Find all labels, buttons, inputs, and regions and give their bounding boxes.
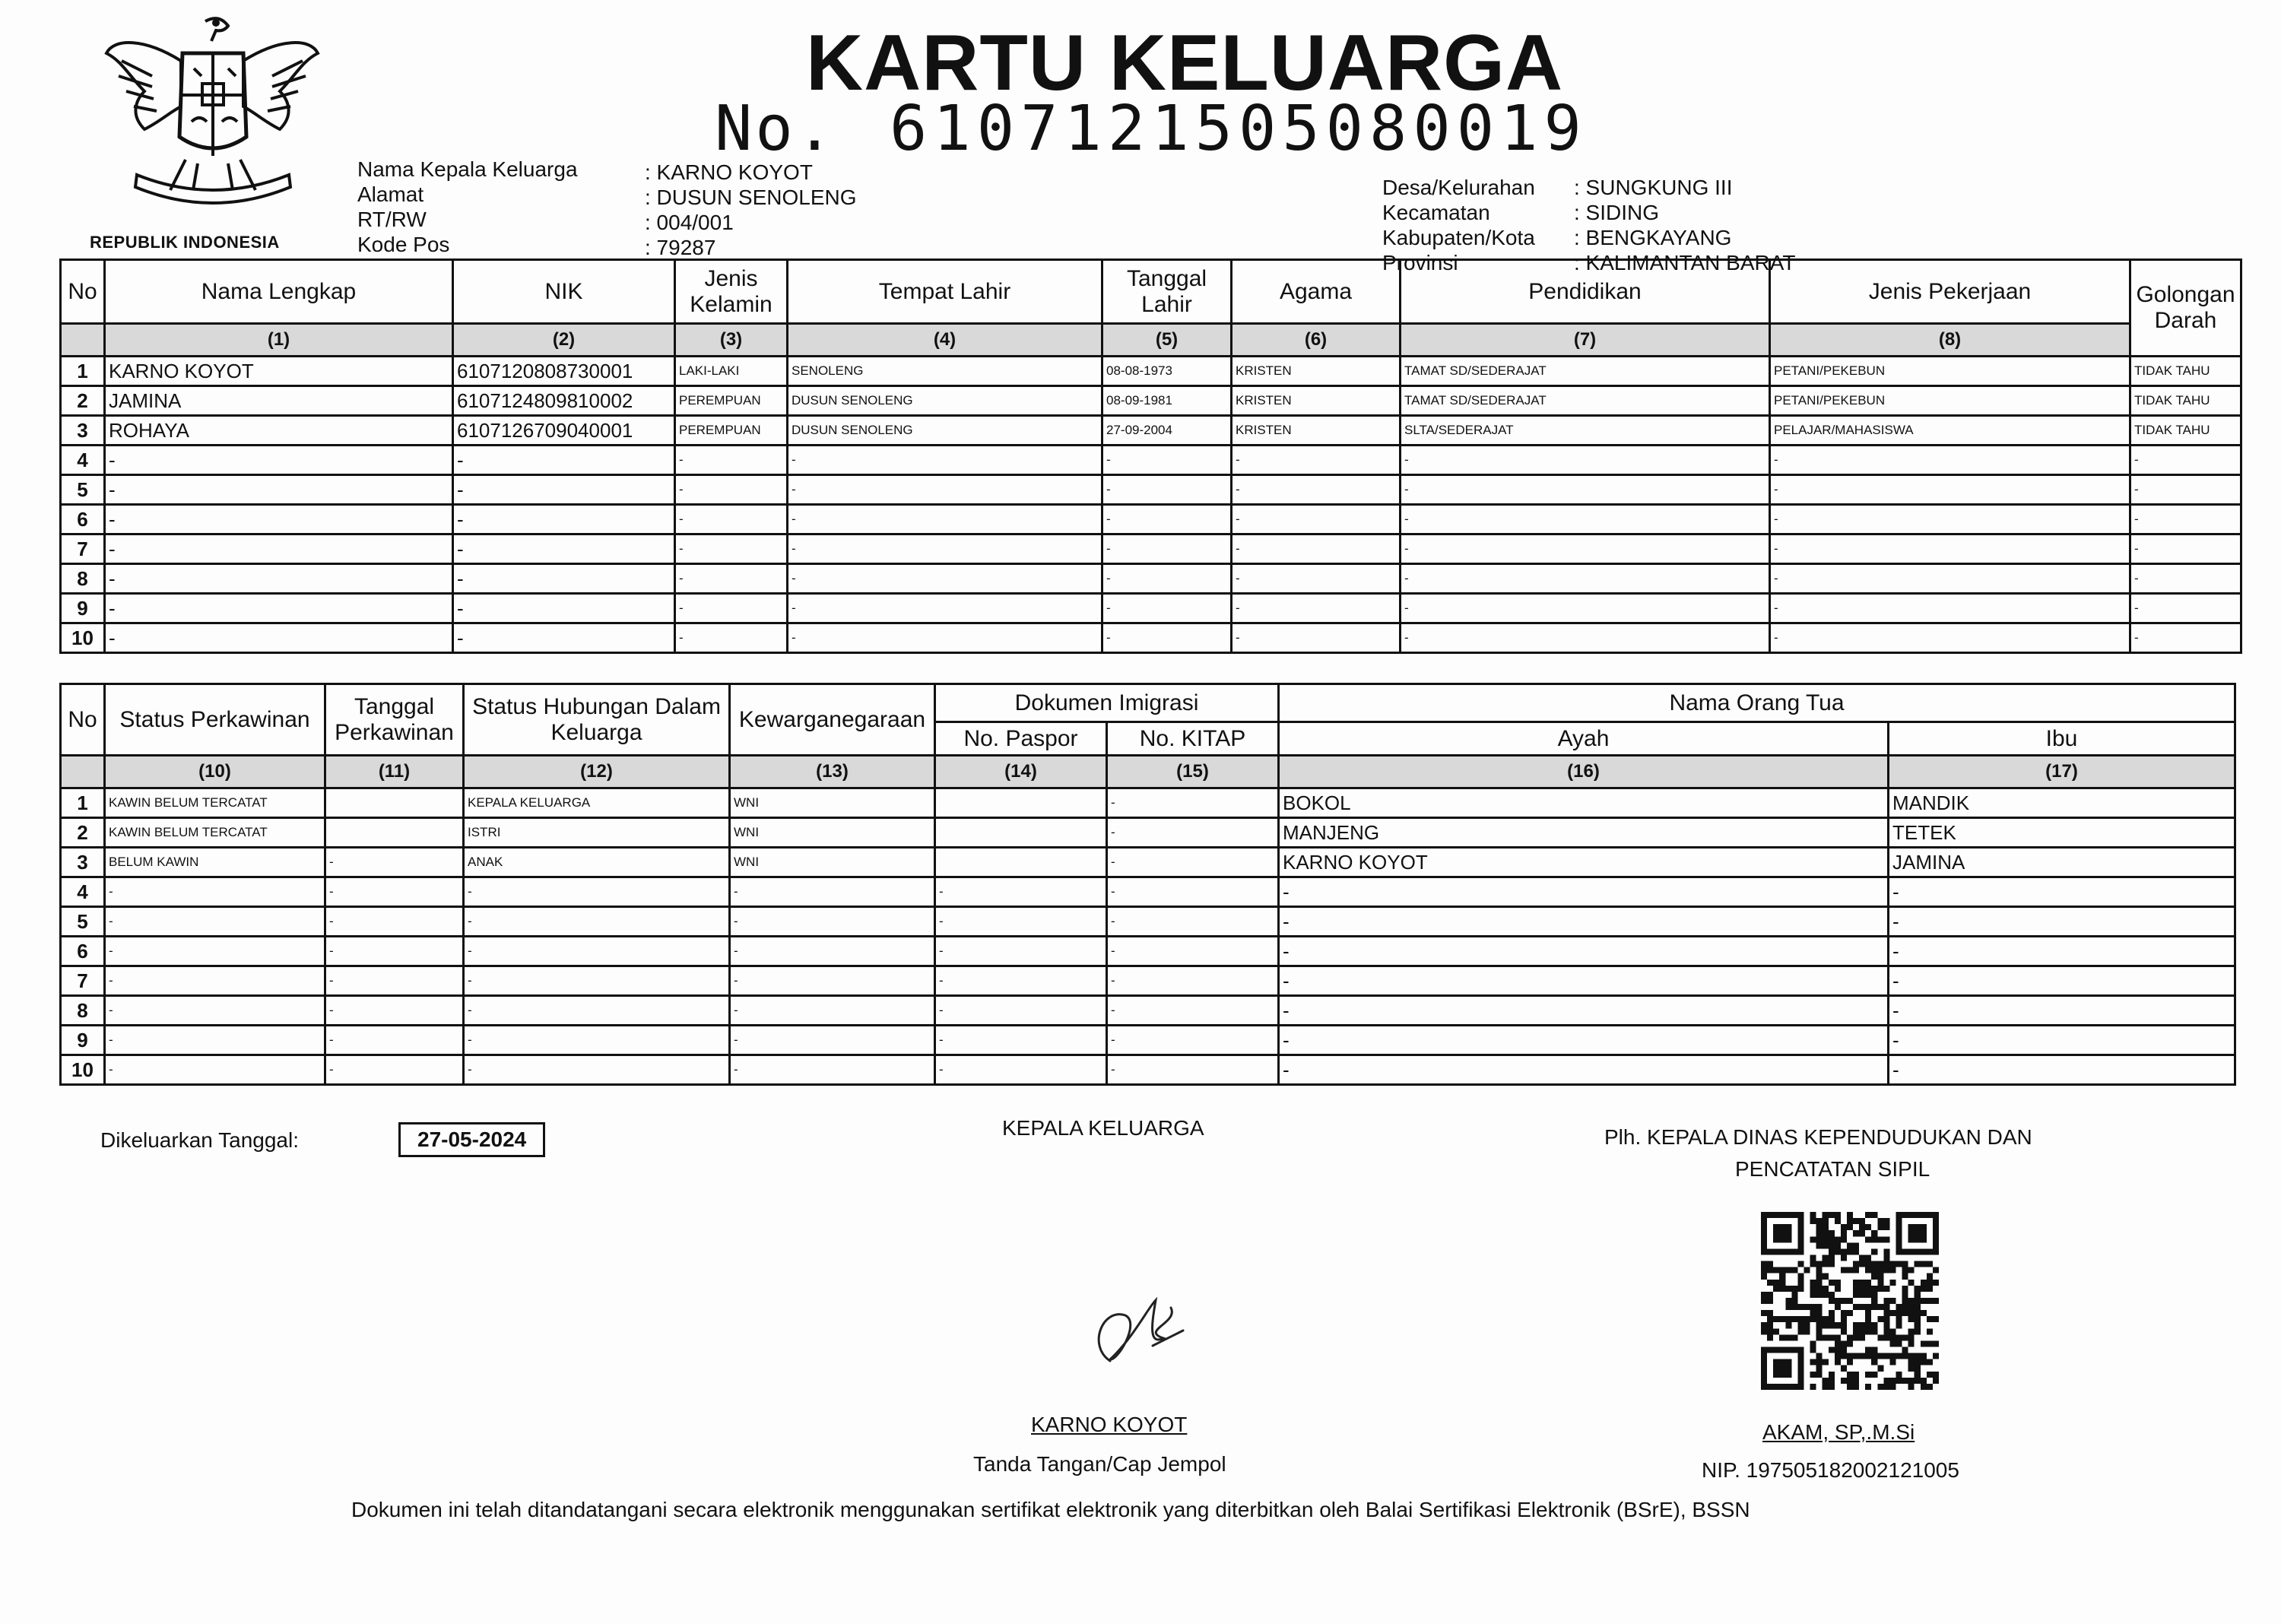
row-number: 5 bbox=[61, 475, 105, 505]
table-cell: - bbox=[1232, 475, 1401, 505]
signature-icon bbox=[1080, 1277, 1194, 1376]
column-number: (17) bbox=[1889, 756, 2235, 788]
table-cell: MANDIK bbox=[1889, 788, 2235, 818]
table-row bbox=[61, 416, 2241, 446]
row-number: 7 bbox=[61, 966, 105, 996]
table-cell: - bbox=[1279, 907, 1889, 937]
table-cell: - bbox=[453, 534, 675, 564]
row-number: 10 bbox=[61, 1055, 105, 1085]
table-cell: JAMINA bbox=[105, 386, 453, 416]
label-nama-kepala: Nama Kepala Keluarga bbox=[357, 157, 578, 181]
table-cell: - bbox=[1770, 446, 2130, 475]
table-cell: - bbox=[464, 877, 730, 907]
head-of-family-name: KARNO KOYOT bbox=[1031, 1413, 1188, 1436]
head-of-family-label: KEPALA KELUARGA bbox=[1002, 1116, 1204, 1140]
column-number: (8) bbox=[1770, 324, 2130, 357]
table-cell: - bbox=[1107, 877, 1279, 907]
official-title-line1: Plh. KEPALA DINAS KEPENDUDUKAN DAN bbox=[1604, 1125, 2032, 1149]
table-cell: - bbox=[1770, 505, 2130, 534]
table-cell: - bbox=[464, 1055, 730, 1085]
table-row bbox=[61, 818, 2235, 848]
garuda-emblem-icon bbox=[91, 8, 327, 213]
table-cell: - bbox=[1401, 623, 1770, 653]
value-nama-kepala: : KARNO KOYOT bbox=[645, 160, 813, 184]
table-cell: - bbox=[1889, 907, 2235, 937]
table-cell: - bbox=[788, 534, 1102, 564]
table-cell: WNI bbox=[730, 788, 935, 818]
table-cell: - bbox=[105, 1055, 325, 1085]
table-cell: - bbox=[105, 594, 453, 623]
table-cell: - bbox=[1102, 534, 1232, 564]
table-cell: - bbox=[1279, 937, 1889, 966]
header-nik: NIK bbox=[453, 260, 675, 324]
table-cell bbox=[325, 788, 464, 818]
family-info-values bbox=[645, 160, 857, 260]
table-cell: - bbox=[464, 996, 730, 1026]
header-num-blank bbox=[61, 324, 105, 357]
status-table bbox=[59, 683, 2236, 1086]
column-number: (16) bbox=[1279, 756, 1889, 788]
table-cell: LAKI-LAKI bbox=[675, 357, 788, 386]
table-cell: - bbox=[325, 966, 464, 996]
table-cell: - bbox=[1889, 877, 2235, 907]
table-cell: - bbox=[675, 623, 788, 653]
table-cell: - bbox=[1770, 534, 2130, 564]
column-number: (11) bbox=[325, 756, 464, 788]
table-cell: - bbox=[453, 564, 675, 594]
column-number: (7) bbox=[1401, 324, 1770, 357]
row-number: 7 bbox=[61, 534, 105, 564]
table-cell: - bbox=[675, 594, 788, 623]
header-num-blank bbox=[61, 756, 105, 788]
header-tempat-lahir: Tempat Lahir bbox=[788, 260, 1102, 324]
header-no: No bbox=[61, 260, 105, 324]
table-cell: - bbox=[935, 907, 1107, 937]
table-cell: - bbox=[935, 937, 1107, 966]
table-cell: WNI bbox=[730, 848, 935, 877]
table-cell bbox=[935, 848, 1107, 877]
value-kabupaten: : BENGKAYANG bbox=[1574, 226, 1732, 249]
table-row bbox=[61, 475, 2241, 505]
row-number: 1 bbox=[61, 788, 105, 818]
table-cell: KRISTEN bbox=[1232, 386, 1401, 416]
label-kodepos: Kode Pos bbox=[357, 233, 450, 256]
table-cell: SLTA/SEDERAJAT bbox=[1401, 416, 1770, 446]
table-cell bbox=[935, 818, 1107, 848]
column-number: (1) bbox=[105, 324, 453, 357]
table-cell: 08-09-1981 bbox=[1102, 386, 1232, 416]
members-table bbox=[59, 259, 2242, 654]
label-alamat: Alamat bbox=[357, 182, 424, 206]
value-kodepos: : 79287 bbox=[645, 236, 716, 259]
table-cell: - bbox=[788, 446, 1102, 475]
table-cell: KAWIN BELUM TERCATAT bbox=[105, 818, 325, 848]
table-cell: - bbox=[788, 564, 1102, 594]
official-title-line2: PENCATATAN SIPIL bbox=[1735, 1157, 1930, 1181]
table-cell: - bbox=[1232, 446, 1401, 475]
table-cell: - bbox=[1232, 594, 1401, 623]
table-cell: DUSUN SENOLENG bbox=[788, 386, 1102, 416]
table-cell: - bbox=[935, 996, 1107, 1026]
table-cell: - bbox=[1279, 966, 1889, 996]
header-no-paspor: No. Paspor bbox=[935, 722, 1107, 756]
table-cell: - bbox=[730, 877, 935, 907]
table-cell: - bbox=[464, 1026, 730, 1055]
table-cell: - bbox=[788, 594, 1102, 623]
header-tanggal-lahir: Tanggal Lahir bbox=[1102, 260, 1232, 324]
table-cell: - bbox=[1232, 534, 1401, 564]
table-cell: - bbox=[1889, 1026, 2235, 1055]
label-desa: Desa/Kelurahan bbox=[1382, 176, 1535, 199]
column-number: (3) bbox=[675, 324, 788, 357]
table-cell: - bbox=[1102, 594, 1232, 623]
table-cell: - bbox=[453, 446, 675, 475]
table-cell: - bbox=[935, 877, 1107, 907]
table-cell: - bbox=[325, 1026, 464, 1055]
table-cell: - bbox=[935, 1055, 1107, 1085]
table-row bbox=[61, 966, 2235, 996]
row-number: 1 bbox=[61, 357, 105, 386]
table-cell: PETANI/PEKEBUN bbox=[1770, 357, 2130, 386]
column-number: (10) bbox=[105, 756, 325, 788]
table-cell: 27-09-2004 bbox=[1102, 416, 1232, 446]
header-status-hubungan: Status Hubungan Dalam Keluarga bbox=[464, 684, 730, 756]
header-nama-orang-tua: Nama Orang Tua bbox=[1279, 684, 2235, 722]
header-no: No bbox=[61, 684, 105, 756]
table-cell: - bbox=[1232, 623, 1401, 653]
signature-note: Tanda Tangan/Cap Jempol bbox=[973, 1452, 1226, 1476]
table-cell: - bbox=[1401, 505, 1770, 534]
table-cell: PELAJAR/MAHASISWA bbox=[1770, 416, 2130, 446]
table-cell: - bbox=[1107, 818, 1279, 848]
table-cell: DUSUN SENOLENG bbox=[788, 416, 1102, 446]
table-cell: - bbox=[1401, 594, 1770, 623]
table-cell bbox=[325, 818, 464, 848]
table-cell: - bbox=[1889, 996, 2235, 1026]
table-cell: 6107120808730001 bbox=[453, 357, 675, 386]
table-cell: - bbox=[730, 1026, 935, 1055]
table-cell: TETEK bbox=[1889, 818, 2235, 848]
table-cell: TAMAT SD/SEDERAJAT bbox=[1401, 386, 1770, 416]
table-cell: - bbox=[730, 907, 935, 937]
table-cell: - bbox=[1889, 966, 2235, 996]
table-cell: TAMAT SD/SEDERAJAT bbox=[1401, 357, 1770, 386]
table-row bbox=[61, 386, 2241, 416]
table-cell: - bbox=[1102, 505, 1232, 534]
table-cell: - bbox=[1401, 475, 1770, 505]
table-cell: - bbox=[1102, 623, 1232, 653]
table-cell: - bbox=[675, 534, 788, 564]
table-cell: - bbox=[105, 475, 453, 505]
row-number: 4 bbox=[61, 446, 105, 475]
table-cell: - bbox=[105, 623, 453, 653]
table-cell: - bbox=[105, 877, 325, 907]
table-cell: TIDAK TAHU bbox=[2130, 357, 2241, 386]
header-nama-lengkap: Nama Lengkap bbox=[105, 260, 453, 324]
table-cell: KARNO KOYOT bbox=[1279, 848, 1889, 877]
row-number: 4 bbox=[61, 877, 105, 907]
table-cell: - bbox=[453, 505, 675, 534]
table-row bbox=[61, 1026, 2235, 1055]
table-cell: - bbox=[675, 505, 788, 534]
column-number: (5) bbox=[1102, 324, 1232, 357]
table-cell: ANAK bbox=[464, 848, 730, 877]
number-label: No. bbox=[715, 93, 837, 165]
table-cell: - bbox=[453, 594, 675, 623]
table-cell: - bbox=[2130, 534, 2241, 564]
country-label: REPUBLIK INDONESIA bbox=[90, 233, 280, 252]
table-cell: - bbox=[2130, 475, 2241, 505]
table-cell: - bbox=[1889, 1055, 2235, 1085]
label-provinsi: Provinsi bbox=[1382, 251, 1458, 274]
column-number: (12) bbox=[464, 756, 730, 788]
table-cell: - bbox=[1770, 564, 2130, 594]
table-row bbox=[61, 446, 2241, 475]
table-cell: - bbox=[675, 564, 788, 594]
row-number: 8 bbox=[61, 996, 105, 1026]
header-jenis-kelamin: Jenis Kelamin bbox=[675, 260, 788, 324]
table-cell: - bbox=[1401, 564, 1770, 594]
table-cell: - bbox=[105, 996, 325, 1026]
value-kecamatan: : SIDING bbox=[1574, 201, 1660, 224]
column-number: (4) bbox=[788, 324, 1102, 357]
table-cell: - bbox=[105, 505, 453, 534]
table-cell: JAMINA bbox=[1889, 848, 2235, 877]
table-cell: - bbox=[1279, 1026, 1889, 1055]
table-row bbox=[61, 996, 2235, 1026]
table-cell: - bbox=[1770, 594, 2130, 623]
table-cell: - bbox=[788, 623, 1102, 653]
table-cell: - bbox=[1102, 564, 1232, 594]
row-number: 9 bbox=[61, 594, 105, 623]
row-number: 6 bbox=[61, 937, 105, 966]
table-cell: - bbox=[935, 966, 1107, 996]
table-cell: ISTRI bbox=[464, 818, 730, 848]
table-cell: BELUM KAWIN bbox=[105, 848, 325, 877]
value-rtrw: : 004/001 bbox=[645, 211, 734, 234]
table-cell: WNI bbox=[730, 818, 935, 848]
table-cell: 6107126709040001 bbox=[453, 416, 675, 446]
table-row bbox=[61, 848, 2235, 877]
row-number: 3 bbox=[61, 848, 105, 877]
header-ibu: Ibu bbox=[1889, 722, 2235, 756]
issued-date-value: 27-05-2024 bbox=[398, 1122, 545, 1157]
table-cell: - bbox=[2130, 594, 2241, 623]
row-number: 6 bbox=[61, 505, 105, 534]
column-number: (15) bbox=[1107, 756, 1279, 788]
table-cell: - bbox=[325, 907, 464, 937]
header-tanggal-perkawinan: Tanggal Perkawinan bbox=[325, 684, 464, 756]
table-cell: - bbox=[105, 937, 325, 966]
table-cell: - bbox=[464, 966, 730, 996]
table-row bbox=[61, 907, 2235, 937]
header-jenis-pekerjaan: Jenis Pekerjaan bbox=[1770, 260, 2130, 324]
table-cell: ROHAYA bbox=[105, 416, 453, 446]
table-cell: - bbox=[935, 1026, 1107, 1055]
table-cell: - bbox=[464, 937, 730, 966]
table-cell: - bbox=[1770, 623, 2130, 653]
table-cell: PEREMPUAN bbox=[675, 416, 788, 446]
table-cell: - bbox=[2130, 446, 2241, 475]
table-cell: MANJENG bbox=[1279, 818, 1889, 848]
table-cell: - bbox=[1279, 1055, 1889, 1085]
table-cell: - bbox=[1232, 505, 1401, 534]
value-provinsi: : KALIMANTAN BARAT bbox=[1574, 251, 1796, 274]
table-cell: - bbox=[105, 534, 453, 564]
family-card-number: 6107121505080019 bbox=[890, 93, 1588, 165]
table-cell: - bbox=[1107, 937, 1279, 966]
table-cell: KARNO KOYOT bbox=[105, 357, 453, 386]
table-cell: - bbox=[1889, 937, 2235, 966]
table-cell: - bbox=[2130, 623, 2241, 653]
table-cell: - bbox=[105, 966, 325, 996]
official-nip: NIP. 197505182002121005 bbox=[1702, 1458, 1959, 1482]
members-table-body bbox=[61, 357, 2241, 653]
header-no-kitap: No. KITAP bbox=[1107, 722, 1279, 756]
label-kecamatan: Kecamatan bbox=[1382, 201, 1490, 224]
family-info-labels bbox=[357, 157, 578, 257]
table-row bbox=[61, 564, 2241, 594]
row-number: 5 bbox=[61, 907, 105, 937]
row-number: 2 bbox=[61, 818, 105, 848]
table-cell: - bbox=[105, 1026, 325, 1055]
table-row bbox=[61, 937, 2235, 966]
document-title: KARTU KELUARGA bbox=[806, 19, 1564, 107]
row-number: 8 bbox=[61, 564, 105, 594]
table-cell: - bbox=[1107, 1026, 1279, 1055]
table-cell: - bbox=[675, 446, 788, 475]
row-number: 9 bbox=[61, 1026, 105, 1055]
table-cell: BOKOL bbox=[1279, 788, 1889, 818]
table-cell: 6107124809810002 bbox=[453, 386, 675, 416]
table-cell: KEPALA KELUARGA bbox=[464, 788, 730, 818]
table-cell: - bbox=[730, 996, 935, 1026]
table-cell: - bbox=[1107, 1055, 1279, 1085]
table-cell: - bbox=[105, 907, 325, 937]
table-cell: - bbox=[1107, 966, 1279, 996]
table-cell: KRISTEN bbox=[1232, 416, 1401, 446]
row-number: 2 bbox=[61, 386, 105, 416]
table-cell: - bbox=[105, 564, 453, 594]
label-rtrw: RT/RW bbox=[357, 208, 427, 231]
row-number: 3 bbox=[61, 416, 105, 446]
table-cell: PEREMPUAN bbox=[675, 386, 788, 416]
table-cell: - bbox=[325, 996, 464, 1026]
label-kabupaten: Kabupaten/Kota bbox=[1382, 226, 1535, 249]
table-row bbox=[61, 788, 2235, 818]
table-cell: - bbox=[464, 907, 730, 937]
table-cell: - bbox=[325, 1055, 464, 1085]
official-name: AKAM, SP,.M.Si bbox=[1762, 1420, 1915, 1444]
table-cell bbox=[935, 788, 1107, 818]
table-cell: - bbox=[453, 623, 675, 653]
table-row bbox=[61, 1055, 2235, 1085]
table-cell: - bbox=[1232, 564, 1401, 594]
table-cell: PETANI/PEKEBUN bbox=[1770, 386, 2130, 416]
header-golongan-darah: Golongan Darah bbox=[2130, 260, 2241, 357]
table-cell: - bbox=[325, 877, 464, 907]
issued-date-label: Dikeluarkan Tanggal: bbox=[100, 1128, 299, 1152]
table-cell: - bbox=[105, 446, 453, 475]
electronic-signature-note: Dokumen ini telah ditandatangani secara elektronik menggunakan sertifikat elektronik yang diterbitkan oleh Balai Sertifikasi Elektronik (BSrE), BSSN bbox=[351, 1498, 1750, 1521]
header-pendidikan: Pendidikan bbox=[1401, 260, 1770, 324]
table-cell: - bbox=[2130, 564, 2241, 594]
table-cell: SENOLENG bbox=[788, 357, 1102, 386]
table-cell: - bbox=[675, 475, 788, 505]
table-cell: TIDAK TAHU bbox=[2130, 386, 2241, 416]
table-row bbox=[61, 357, 2241, 386]
value-desa: : SUNGKUNG III bbox=[1574, 176, 1733, 199]
table-cell: - bbox=[788, 475, 1102, 505]
table-cell: - bbox=[2130, 505, 2241, 534]
table-cell: 08-08-1973 bbox=[1102, 357, 1232, 386]
table-cell: - bbox=[730, 1055, 935, 1085]
table-cell: - bbox=[1107, 788, 1279, 818]
header-kewarganegaraan: Kewarganegaraan bbox=[730, 684, 935, 756]
table-cell: - bbox=[1279, 877, 1889, 907]
table-cell: - bbox=[730, 966, 935, 996]
table-cell: TIDAK TAHU bbox=[2130, 416, 2241, 446]
table-cell: - bbox=[1401, 446, 1770, 475]
header-ayah: Ayah bbox=[1279, 722, 1889, 756]
table-cell: - bbox=[325, 937, 464, 966]
value-alamat: : DUSUN SENOLENG bbox=[645, 186, 857, 209]
qr-code-icon bbox=[1761, 1212, 1939, 1390]
table-cell: - bbox=[1102, 446, 1232, 475]
table-cell: - bbox=[453, 475, 675, 505]
table-cell: KAWIN BELUM TERCATAT bbox=[105, 788, 325, 818]
table-cell: KRISTEN bbox=[1232, 357, 1401, 386]
table-cell: - bbox=[730, 937, 935, 966]
table-cell: - bbox=[788, 505, 1102, 534]
header-status-perkawinan: Status Perkawinan bbox=[105, 684, 325, 756]
table-row bbox=[61, 877, 2235, 907]
table-row bbox=[61, 534, 2241, 564]
table-cell: - bbox=[1279, 996, 1889, 1026]
table-cell: - bbox=[1107, 996, 1279, 1026]
table-cell: - bbox=[1107, 848, 1279, 877]
column-number: (14) bbox=[935, 756, 1107, 788]
column-number: (13) bbox=[730, 756, 935, 788]
table-row bbox=[61, 505, 2241, 534]
header-agama: Agama bbox=[1232, 260, 1401, 324]
column-number: (6) bbox=[1232, 324, 1401, 357]
table-cell: - bbox=[325, 848, 464, 877]
table-cell: - bbox=[1770, 475, 2130, 505]
table-row bbox=[61, 623, 2241, 653]
header-dokumen-imigrasi: Dokumen Imigrasi bbox=[935, 684, 1279, 722]
column-number: (2) bbox=[453, 324, 675, 357]
table-cell: - bbox=[1401, 534, 1770, 564]
table-row bbox=[61, 594, 2241, 623]
status-table-body bbox=[61, 788, 2235, 1085]
table-cell: - bbox=[1102, 475, 1232, 505]
table-cell: - bbox=[1107, 907, 1279, 937]
row-number: 10 bbox=[61, 623, 105, 653]
